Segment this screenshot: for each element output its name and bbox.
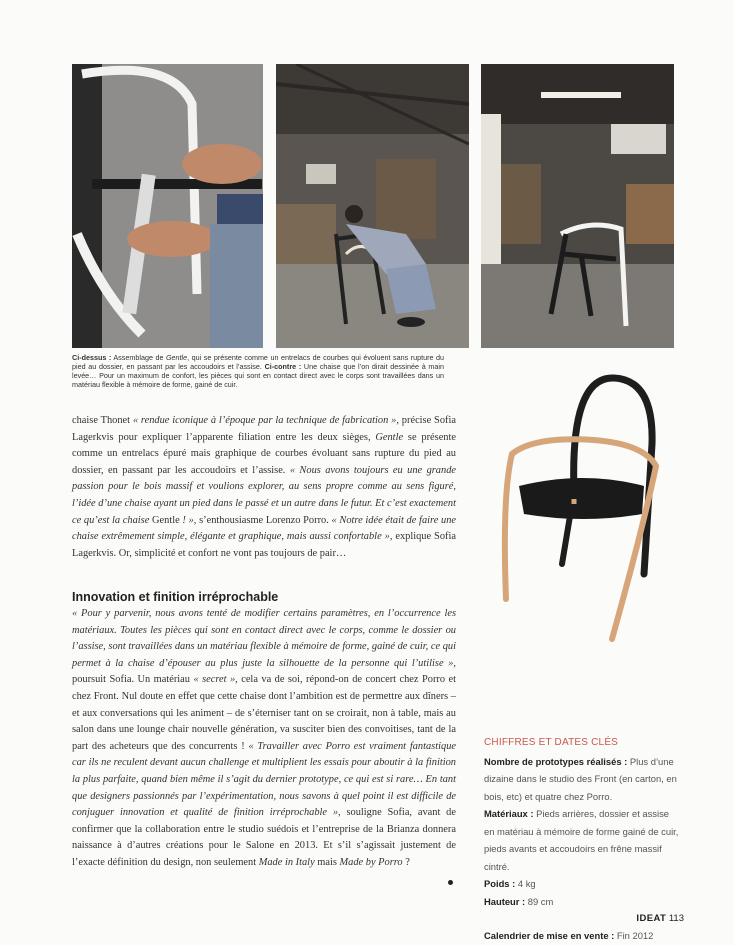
caption-text-1b: , qui se présente comme un entrelacs de courbes qui évoluent sans rupture du pied au dossier, en passant par les accoudoirs et l’assise.: [72, 353, 444, 372]
para2-made-italy: Made in Italy: [258, 856, 315, 868]
photo-workshop-craftsman-image: [276, 64, 469, 348]
photo-assembly-closeup: [72, 64, 263, 348]
para2-q2: « secret »: [193, 674, 236, 686]
para2-q3: « Travailler avec Porro est vraiment fantastique car ils ne reculent devant aucun challenge et multiplient les essais pour aboutir à la finition la plus parfaite, quand bien même il s’agit du dernier prototype, ce qui est si rare… En tant que designers passionnés par l’expérimentation, nous savons à quel point il est difficile de conjuguer innovation et qualité de finition irréprochable »: [72, 740, 456, 819]
para1-gentle2: Gentle: [152, 514, 180, 526]
para2-made-porro: Made by Porro: [339, 856, 403, 868]
para1-gentle1: Gentle: [375, 431, 404, 443]
para1-q2end: ! »: [179, 514, 194, 526]
section-heading: Innovation et finition irréprochable: [72, 590, 279, 604]
body-paragraph-1: [72, 413, 456, 562]
para1-s2: , précise Sofia Lagerkvis pour expliquer l’apparente filiation entre les deux sièges,: [72, 415, 456, 443]
height-label: Hauteur :: [484, 895, 526, 907]
caption-label-above: Ci-dessus :: [72, 353, 112, 362]
para2-s2: , cela va de soi, répond-on de concert chez Porro et chez Front. Nul doute en effet que cette chaise dont l’ambition est de permettre aux dîners – et aux conversations qui les animent – de s’éterniser tant on se croirait, non à table, mais au salon dans une lounge chair nouvelle génération, va susciter bien des convoitises, tant de la part des acheteurs que des concurrents !: [72, 674, 457, 752]
chair-illustration: [494, 374, 662, 644]
prototypes-value: Plus d’une dizaine dans le studio des Front (en carton, en bois, etc) et quatre chez Porro.: [484, 755, 677, 802]
page-folio: [636, 913, 684, 924]
photo-assembly-closeup-image: [72, 64, 263, 348]
calendar-label: Calendrier de mise en vente :: [484, 930, 615, 941]
sidebar-title: CHIFFRES ET DATES CLÉS: [484, 737, 619, 748]
height-value: 89 cm: [525, 895, 554, 907]
prototypes-label: Nombre de prototypes réalisés :: [484, 755, 628, 767]
para1-s5: , explique Sofia Lagerkvis. Or, simplicité et confort ne vont pas toujours de pair…: [72, 531, 456, 559]
materials-label: Matériaux :: [484, 808, 534, 819]
para2-s4: mais: [314, 856, 340, 868]
weight-value: 4 kg: [515, 878, 536, 889]
para2-s5: ?: [402, 856, 410, 868]
photo-caption: [72, 353, 444, 389]
caption-label-opposite: Ci-contre :: [264, 362, 302, 372]
calendar-value: Fin 2012: [614, 930, 654, 941]
photo-workshop-craftsman: [276, 64, 469, 348]
para2-s1: , poursuit Sofia. Un matériau: [72, 657, 456, 686]
para2-s3: , souligne Sofia, avant de confirmer que la collaboration entre le studio suédois et l’entreprise de la Brianza donnera naissance à d’autres créations pour le Salone en 2013. Et s’il s’agissait justement de l’exacte définition du design, non seulement: [72, 807, 456, 868]
weight-label: Poids :: [484, 878, 516, 889]
para1-q3: « Notre idée était de faire une chaise extrêmement simple, élégante et graphique, mais aussi confortable »: [72, 514, 456, 543]
sidebar-prototypes: [484, 753, 680, 806]
end-bullet: [448, 880, 453, 885]
page-number: 113: [668, 913, 684, 924]
caption-text-2: Une chaise que l’on dirait dessinée à main levée… Pour un maximum de confort, les pièces qui sont en contact direct avec le corps sont travaillées dans un matériau flexible à mémoire de forme, gainé de cuir.: [72, 362, 444, 390]
photo-workshop-chair: [481, 64, 674, 348]
para2-q1: « Pour y parvenir, nous avons tenté de modifier certains paramètres, en l’occurrence les matériaux. Toutes les pièces qui sont en contact direct avec le corps, comme le dossier ou l’assise, sont travaillées dans un matériau flexible à mémoire de forme, gainé de cuir, ce qui permet à la chaise d’épouser au plus juste la silhouette de la personne qui l’utilise »: [72, 608, 456, 669]
caption-gentle: Gentle: [165, 353, 188, 362]
body-paragraph-2: [72, 606, 456, 872]
para1-s4: , s’enthousiasme Lorenzo Porro.: [193, 514, 332, 526]
materials-value: Pieds arrières, dossier et assise en matériau à mémoire de forme gainé de cuir, pieds avants et accoudoirs en frêne massif cintré.: [484, 808, 679, 872]
magazine-name: IDEAT: [636, 913, 667, 924]
sidebar-height: [484, 893, 680, 911]
para1-q2: « Nous avons toujours eu une grande passion pour le bois massif et voulions explorer, au sens propre comme au sens figuré, l’idée d’une chaise ayant un pied dans le passé et un autre dans le futur. Et c’est exactement ce qu’est la chaise: [72, 464, 456, 526]
para1-q1: « rendue iconique à l’époque par la technique de fabrication »: [132, 415, 397, 426]
sidebar-materials: [484, 805, 680, 875]
product-chair-image: [494, 374, 662, 644]
para1-s3: se présente comme un entrelacs épuré mais graphique de courbes évoluant sans rupture du pied au dossier, en passant par les accoudoirs et l’assise.: [72, 431, 456, 476]
para1-s1: chaise Thonet: [72, 415, 133, 426]
caption-text-1: Assemblage de: [111, 353, 166, 362]
photo-workshop-chair-image: [481, 64, 674, 348]
sidebar-weight: [484, 875, 680, 893]
